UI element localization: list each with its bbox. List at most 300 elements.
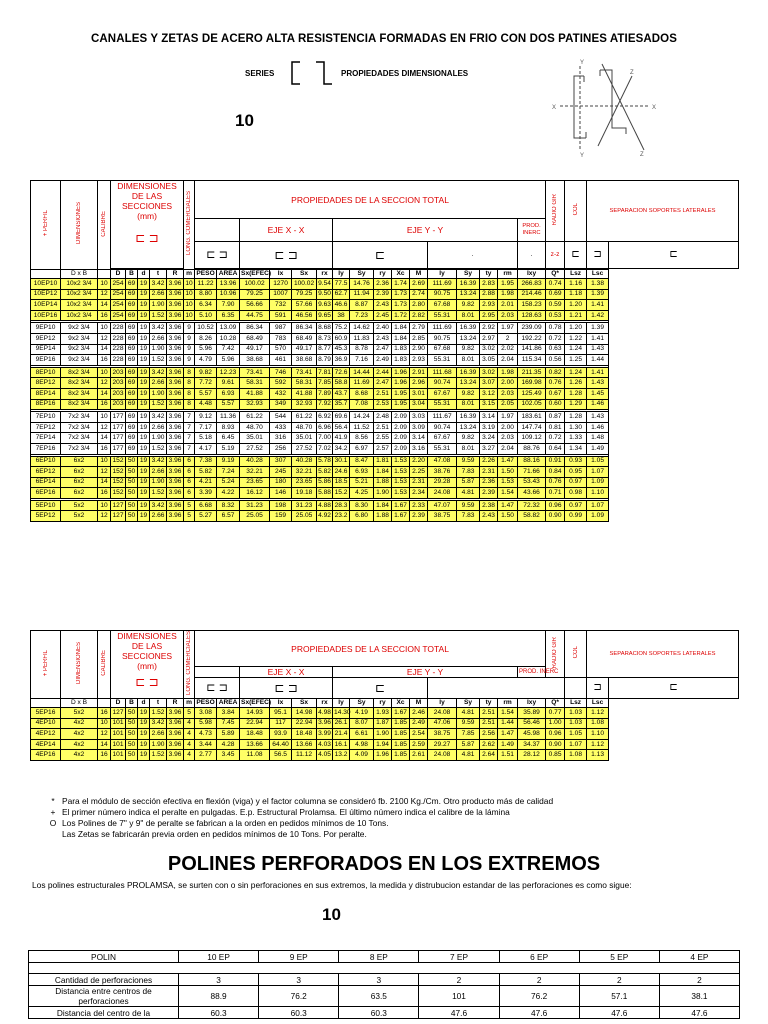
col-header: Xc: [392, 270, 410, 279]
table-cell: 8.07: [350, 718, 374, 729]
table-row: [31, 333, 739, 344]
table-cell: 2.57: [374, 443, 392, 454]
table-cell: 7.02: [317, 443, 333, 454]
table-cell: 9.59: [457, 718, 480, 729]
table-cell: 732: [270, 300, 292, 311]
table-cell: 5: [184, 511, 195, 522]
table-cell: 152: [111, 456, 126, 467]
table-cell: 10: [98, 367, 111, 378]
table-cell: 60.9: [333, 333, 350, 344]
table-cell: 125.49: [518, 388, 546, 399]
table-cell: 7x2 3/4: [61, 412, 98, 423]
table-cell: 6x2: [61, 477, 98, 488]
table-cell: 19: [138, 467, 150, 478]
table-cell: 0.78: [546, 323, 565, 334]
table-cell: 127: [111, 708, 126, 719]
table-cell: 0.72: [546, 433, 565, 444]
table-cell: 7.08: [350, 399, 374, 410]
table-row: [31, 412, 739, 423]
table-cell: 461: [270, 355, 292, 366]
table-cell: 2.38: [480, 500, 498, 511]
table-row: [31, 729, 739, 740]
table-cell: 12: [98, 289, 111, 300]
table-cell: 8.01: [457, 355, 480, 366]
table-cell: 1.52: [150, 750, 167, 761]
table-cell: 101: [111, 718, 126, 729]
eje-x-header: EJE X - X: [240, 667, 333, 678]
table-cell: 19: [138, 443, 150, 454]
table-cell: 1.67: [392, 511, 410, 522]
table-cell: 69: [126, 279, 138, 290]
table-cell: 29.27: [428, 739, 457, 750]
table-cell: 68.49: [240, 333, 270, 344]
table-cell: 3.96: [167, 739, 184, 750]
table-cell: 5.19: [217, 443, 240, 454]
table-cell: 1.50: [498, 467, 518, 478]
table-cell: 127: [111, 511, 126, 522]
table-cell: 57.1: [579, 986, 659, 1007]
table-cell: 40.28: [240, 456, 270, 467]
table-cell: 11.12: [292, 750, 317, 761]
table-cell: 9.12: [195, 412, 217, 423]
table-row: [31, 708, 739, 719]
table-cell: 8: [184, 378, 195, 389]
table-cell: 88.9: [179, 986, 259, 1007]
dimensiones-header: DIMENSIONES: [76, 202, 82, 245]
table-cell: 2.46: [410, 708, 428, 719]
table-cell: 228: [111, 323, 126, 334]
table-cell: 50: [126, 477, 138, 488]
table-cell: 8EP14: [31, 388, 61, 399]
table-cell: 6x2: [61, 488, 98, 499]
table-cell: 1.98: [498, 289, 518, 300]
table-cell: 10.52: [195, 323, 217, 334]
table-row: [31, 344, 739, 355]
footnotes: [44, 796, 553, 840]
table-cell: 11.36: [217, 412, 240, 423]
table-cell: 2.03: [498, 310, 518, 321]
table-cell: 2.43: [480, 511, 498, 522]
table-cell: 50: [126, 500, 138, 511]
table-cell: 2.51: [374, 422, 392, 433]
table-cell: 19: [138, 310, 150, 321]
table-cell: 43.66: [518, 488, 546, 499]
channel-symbol: ⊏: [565, 242, 587, 269]
col-header: D: [111, 270, 126, 279]
table-cell: 38: [333, 310, 350, 321]
table-cell: 3.96: [167, 467, 184, 478]
calibre-header: CALIBRE: [101, 650, 107, 676]
table-cell: 19: [138, 323, 150, 334]
table-cell: 38.76: [428, 467, 457, 478]
table-cell: 4: [184, 739, 195, 750]
dim-secciones-header: DIMENSIONES DE LAS SECCIONES: [117, 631, 177, 661]
table-cell: 0.90: [546, 739, 565, 750]
table-cell: 5x2: [61, 511, 98, 522]
table-cell: 1.12: [587, 739, 609, 750]
table-cell: 7.83: [457, 467, 480, 478]
table-cell: 9x2 3/4: [61, 323, 98, 334]
channel-zeta-symbol: ⊏ ⊐: [135, 675, 159, 689]
table-cell: 90.75: [428, 333, 457, 344]
table-cell: 2.44: [374, 367, 392, 378]
table-cell: 6: [184, 456, 195, 467]
table-cell: 4.22: [217, 488, 240, 499]
table-cell: 0.81: [546, 422, 565, 433]
table-cell: 18.5: [333, 477, 350, 488]
table-cell: 90.74: [428, 378, 457, 389]
table-cell: 4.81: [457, 750, 480, 761]
table-cell: 10: [184, 300, 195, 311]
col-header: Sx(EFEC): [241, 699, 272, 707]
table-cell: 6x2: [61, 467, 98, 478]
table-cell: 9.50: [317, 289, 333, 300]
col-header: PESO: [196, 270, 215, 277]
table-cell: 4.98: [350, 739, 374, 750]
col-header: rm: [498, 270, 518, 279]
table-cell: 18.48: [240, 729, 270, 740]
table-cell: 3.96: [167, 708, 184, 719]
table-cell: 5x2: [61, 708, 98, 719]
table-cell: 591: [270, 310, 292, 321]
propiedades-header: PROPIEDADES DE LA SECCION TOTAL: [195, 181, 546, 219]
table-cell: 5.96: [217, 355, 240, 366]
table-cell: 4.21: [195, 477, 217, 488]
table-cell: 1.38: [587, 279, 609, 290]
table-cell: 3.96: [167, 388, 184, 399]
table-cell: 50: [126, 718, 138, 729]
table-cell: 1.24: [565, 344, 587, 355]
col-header: Q*: [546, 270, 565, 279]
table-cell: 2.51: [374, 388, 392, 399]
table-cell: 3.96: [167, 333, 184, 344]
table-cell: 58.82: [518, 511, 546, 522]
table-cell: 3.01: [410, 388, 428, 399]
table-cell: 1.44: [498, 718, 518, 729]
table-cell: 3.02: [480, 344, 498, 355]
table-cell: 47.06: [428, 718, 457, 729]
col-header: Ix: [270, 270, 292, 279]
table-cell: 69: [126, 399, 138, 410]
table-cell: 67.68: [428, 300, 457, 311]
table-cell: 3.96: [167, 355, 184, 366]
table-cell: 102.05: [518, 399, 546, 410]
table-row: [31, 739, 739, 750]
col-header: D x B: [61, 699, 98, 708]
table-cell: 7.17: [195, 422, 217, 433]
table-cell: 2.31: [480, 467, 498, 478]
table-cell: 2.56: [480, 729, 498, 740]
table-cell: 12.23: [217, 367, 240, 378]
table-cell: 5.82: [195, 467, 217, 478]
table-cell: 1.25: [565, 355, 587, 366]
table-cell: 9.82: [457, 344, 480, 355]
table-cell: 76.2: [259, 986, 339, 1007]
table-cell: 35.01: [240, 433, 270, 444]
table-cell: 1.90: [150, 739, 167, 750]
table-cell: 141.86: [518, 344, 546, 355]
table-cell: 1.46: [587, 422, 609, 433]
table-cell: 158.23: [518, 300, 546, 311]
table-cell: 67.67: [428, 388, 457, 399]
series-label: SERIES: [245, 69, 275, 78]
table-cell: 1.97: [498, 412, 518, 423]
table-cell: 5.89: [217, 729, 240, 740]
table-cell: 5EP12: [31, 511, 61, 522]
table-cell: 228: [111, 344, 126, 355]
table-cell: 10: [184, 289, 195, 300]
col-header: COL: [572, 203, 579, 216]
table-cell: 100.02: [292, 279, 317, 290]
col-header: D: [111, 699, 126, 708]
table-cell: 1007: [270, 289, 292, 300]
table-cell: 5EP10: [31, 500, 61, 511]
propiedades-header: PROPIEDADES DE LA SECCION TOTAL: [195, 631, 546, 667]
table-cell: 1.73: [392, 289, 410, 300]
table-cell: 7EP16: [31, 443, 61, 454]
table-row: [31, 433, 739, 444]
table-cell: 6: [184, 477, 195, 488]
table-cell: 47.6: [419, 1007, 499, 1019]
radio-gir-header: RADIO GIR: [552, 193, 559, 226]
table-cell: 28.3: [333, 500, 350, 511]
table-cell: 13.24: [457, 289, 480, 300]
table-cell: 8.30: [350, 500, 374, 511]
table-cell: 239.09: [518, 323, 546, 334]
table-cell: 746: [270, 367, 292, 378]
table-cell: 5.86: [317, 477, 333, 488]
table-cell: 3.12: [480, 388, 498, 399]
table-cell: 9.19: [217, 456, 240, 467]
table-cell: 128.63: [518, 310, 546, 321]
table-cell: 2.45: [374, 310, 392, 321]
table-cell: 5: [184, 708, 195, 719]
table-cell: 1.10: [587, 488, 609, 499]
table-row: [29, 974, 740, 986]
table-cell: 7.42: [217, 344, 240, 355]
table-cell: 0.77: [546, 708, 565, 719]
table-cell: 2.40: [374, 323, 392, 334]
table-cell: 14.24: [350, 412, 374, 423]
table-cell: 1.30: [565, 422, 587, 433]
table-cell: 1.85: [392, 750, 410, 761]
table-cell: 1.20: [565, 323, 587, 334]
table-cell: 0.87: [546, 412, 565, 423]
table-cell: 12: [98, 378, 111, 389]
table-cell: 2: [419, 974, 499, 986]
table-cell: 36.9: [333, 355, 350, 366]
channel-zeta-symbol: ⊏ ⊐: [240, 678, 333, 699]
col-header: Iy: [428, 270, 457, 279]
table-cell: 11.94: [350, 289, 374, 300]
col-header: Iy: [333, 270, 350, 279]
table-cell: 67.67: [428, 433, 457, 444]
table-cell: 4x2: [61, 750, 98, 761]
table-cell: 5x2: [61, 500, 98, 511]
table-cell: 1.90: [150, 300, 167, 311]
table-cell: 56.46: [518, 718, 546, 729]
table-cell: 3.96: [167, 443, 184, 454]
table-cell: 19: [138, 344, 150, 355]
table-cell: 0.76: [546, 378, 565, 389]
table-cell: 14: [98, 739, 111, 750]
table-cell: 16.12: [240, 488, 270, 499]
table-cell: 2.31: [410, 477, 428, 488]
table-cell: 38.68: [240, 355, 270, 366]
table-cell: 2.26: [480, 456, 498, 467]
table-cell: 7EP12: [31, 422, 61, 433]
col-header: Sy: [457, 699, 480, 708]
table-cell: 12: [98, 729, 111, 740]
table-cell: 8.78: [350, 344, 374, 355]
table-cell: 254: [111, 300, 126, 311]
table-cell: 47.08: [428, 456, 457, 467]
table-cell: 10: [184, 279, 195, 290]
table-cell: 2.51: [480, 708, 498, 719]
col-header: Sy: [350, 270, 374, 279]
table-cell: 2.59: [410, 739, 428, 750]
table-cell: 1.22: [565, 333, 587, 344]
table-cell: 16.39: [457, 323, 480, 334]
table-cell: 5.21: [350, 477, 374, 488]
table-cell: 88.16: [518, 456, 546, 467]
col-header: ry: [374, 699, 392, 708]
table-cell: 58.8: [333, 378, 350, 389]
number-mark: 10: [235, 111, 254, 130]
table-cell: 45.3: [333, 344, 350, 355]
table-cell: 2.48: [374, 412, 392, 423]
table-cell: 214.46: [518, 289, 546, 300]
table-row: [31, 443, 739, 454]
table-cell: 6.61: [350, 729, 374, 740]
table-cell: 1.90: [150, 344, 167, 355]
col-header: Q*: [546, 699, 565, 708]
table-cell: 2.49: [374, 355, 392, 366]
table-cell: 55.31: [428, 310, 457, 321]
table-cell: 3.44: [195, 739, 217, 750]
table-cell: 127: [111, 500, 126, 511]
table-cell: 1.10: [587, 729, 609, 740]
table-cell: 177: [111, 412, 126, 423]
table-cell: 8EP10: [31, 367, 61, 378]
table-cell: 8.01: [457, 399, 480, 410]
table-cell: 1.03: [565, 708, 587, 719]
table-cell: 1.53: [392, 477, 410, 488]
table-cell: 79.25: [292, 289, 317, 300]
table-cell: 46.56: [292, 310, 317, 321]
table-cell: 27.52: [292, 443, 317, 454]
table-row: [31, 310, 739, 321]
table-cell: 1.73: [392, 300, 410, 311]
table-cell: 5.10: [195, 310, 217, 321]
col-header: Lsz: [565, 699, 587, 708]
table-row: [31, 750, 739, 761]
table-cell: 9.54: [317, 279, 333, 290]
table-cell: 254: [111, 279, 126, 290]
table-cell: 1.88: [374, 477, 392, 488]
table-cell: 8.68: [317, 323, 333, 334]
table-cell: 1.53: [392, 456, 410, 467]
table-cell: 0.74: [546, 279, 565, 290]
table-cell: 2.66: [150, 729, 167, 740]
table-cell: 48.70: [240, 422, 270, 433]
table-cell: 49.17: [240, 344, 270, 355]
table-cell: 1.53: [392, 488, 410, 499]
table-cell: 50: [126, 739, 138, 750]
table-cell: 1.20: [565, 300, 587, 311]
table-cell: 1.53: [498, 477, 518, 488]
col-header: R: [167, 270, 184, 279]
table-cell: 3.42: [150, 456, 167, 467]
prod-inerc-header: PROD. INERC: [519, 669, 559, 676]
table-cell: 111.69: [428, 279, 457, 290]
table-cell: 58.31: [292, 378, 317, 389]
table-cell: 3.96: [167, 718, 184, 729]
table-cell: 2.62: [480, 739, 498, 750]
table-cell: 14.30: [333, 708, 350, 719]
table-cell: 2.47: [374, 378, 392, 389]
table-cell: 19: [138, 412, 150, 423]
table-cell: 4EP14: [31, 739, 61, 750]
table-cell: 4.88: [317, 500, 333, 511]
table-cell: 180: [270, 477, 292, 488]
table-cell: 6EP16: [31, 488, 61, 499]
table-cell: 349: [270, 399, 292, 410]
table-cell: 7.90: [217, 300, 240, 311]
table-cell: 6.68: [195, 500, 217, 511]
table-cell: 3: [339, 974, 419, 986]
col-header: d: [138, 699, 150, 708]
table-cell: 2.09: [392, 443, 410, 454]
table-cell: 2.66: [150, 378, 167, 389]
col-header: Ixy: [518, 699, 546, 708]
table-cell: 4: [184, 729, 195, 740]
table-cell: 2.96: [410, 378, 428, 389]
table-cell: 198: [270, 500, 292, 511]
eje-y-header: EJE Y - Y: [333, 667, 518, 678]
table-cell: 8x2 3/4: [61, 378, 98, 389]
table-cell: 12: [98, 467, 111, 478]
table-cell: 101: [111, 739, 126, 750]
table-cell: 3.96: [167, 279, 184, 290]
table-cell: 19: [138, 289, 150, 300]
table-cell: 8.32: [217, 500, 240, 511]
col-header: Lsc: [587, 270, 609, 279]
table-cell: 61.22: [292, 412, 317, 423]
table-cell: 23.65: [240, 477, 270, 488]
table-cell: 3.96: [167, 477, 184, 488]
table-cell: 7: [184, 422, 195, 433]
table-cell: 7: [184, 433, 195, 444]
table-cell: 3.96: [167, 367, 184, 378]
footnote: + El primer número indica el peralte en pulgadas. E.p. Estructural Prolamsa. El último número indica el calibre de la lámina: [50, 807, 510, 817]
table-cell: 8.93: [217, 422, 240, 433]
table-cell: 3.96: [167, 729, 184, 740]
table-cell: 6.80: [350, 511, 374, 522]
table-cell: 1.00: [546, 718, 565, 729]
col-header: rm: [498, 699, 518, 708]
table-cell: 2.79: [410, 323, 428, 334]
table-cell: 3.03: [410, 412, 428, 423]
table-cell: 7.83: [457, 511, 480, 522]
table-cell: 4.92: [317, 511, 333, 522]
table-cell: 6EP10: [31, 456, 61, 467]
dimensiones-header: DIMENSIONES: [76, 642, 82, 685]
table-cell: 16.39: [457, 367, 480, 378]
table-cell: 203: [111, 388, 126, 399]
table-cell: 2.36: [480, 477, 498, 488]
table-cell: 13.96: [217, 279, 240, 290]
